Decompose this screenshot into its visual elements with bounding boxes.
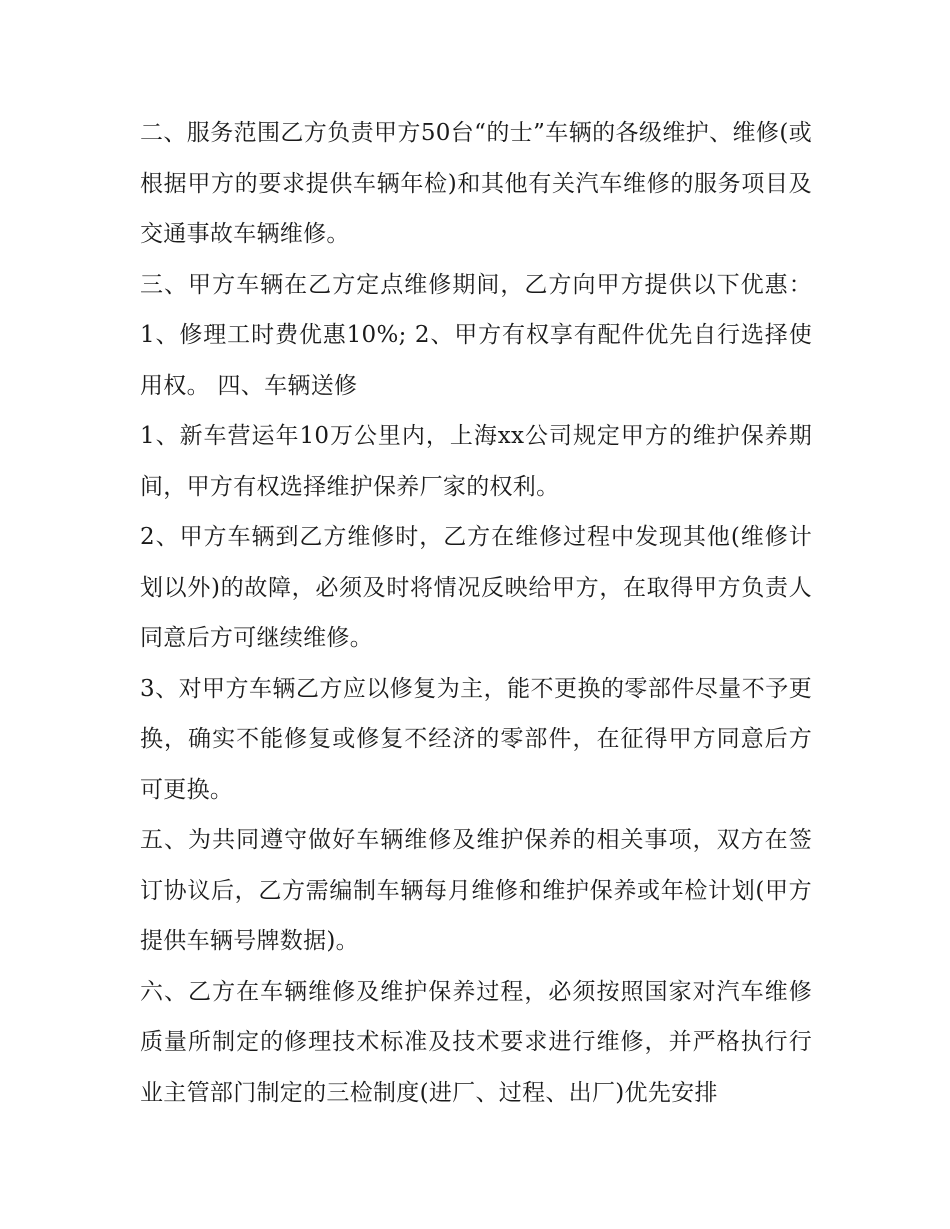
paragraph-repair-priority: 3、对甲方车辆乙方应以修复为主，能不更换的零部件尽量不予更换，确实不能修复或修复不经济的零部件，在征得甲方同意后方可更换。 [140, 675, 812, 803]
document-body [140, 108, 812, 1118]
paragraph-discounts: 三、甲方车辆在乙方定点维修期间，乙方向甲方提供以下优惠： 1、修理工时费优惠10%; 2、甲方有权享有配件优先自行选择使用权。 四、车辆送修 [140, 271, 812, 399]
paragraph-new-vehicle: 1、新车营运年10万公里内，上海xx公司规定甲方的维护保养期间，甲方有权选择维护保养厂家的权利。 [140, 423, 812, 500]
paragraph-maintenance-plan: 五、为共同遵守做好车辆维修及维护保养的相关事项，双方在签订协议后，乙方需编制车辆每月维修和维护保养或年检计划(甲方提供车辆号牌数据)。 [140, 827, 812, 954]
paragraph-service-scope: 二、服务范围乙方负责甲方50台“的士”车辆的各级维护、维修(或根据甲方的要求提供车辆年检)和其他有关汽车维修的服务项目及交通事故车辆维修。 [140, 120, 812, 247]
paragraph-other-faults: 2、甲方车辆到乙方维修时，乙方在维修过程中发现其他(维修计划以外)的故障，必须及时将情况反映给甲方，在取得甲方负责人同意后方可继续维修。 [140, 524, 812, 651]
paragraph-quality-standards: 六、乙方在车辆维修及维护保养过程，必须按照国家对汽车维修质量所制定的修理技术标准及技术要求进行维修，并严格执行行业主管部门制定的三检制度(进厂、过程、出厂)优先安排 [140, 978, 812, 1106]
